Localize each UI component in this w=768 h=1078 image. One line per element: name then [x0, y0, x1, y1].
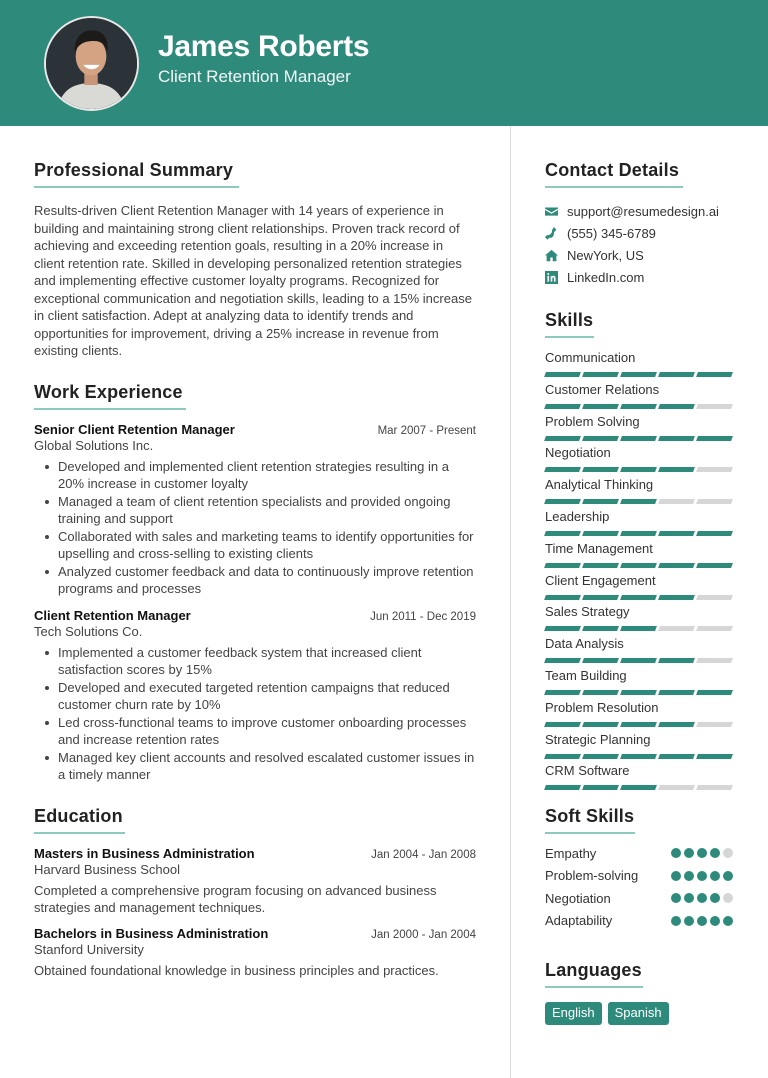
skill-level-segment: [620, 372, 657, 377]
bullet-item: Analyzed customer feedback and data to continuously improve retention programs and processes: [34, 563, 476, 598]
soft-skill-name: Empathy: [545, 845, 597, 861]
skill-level-segment: [544, 467, 581, 472]
phone-icon: [545, 227, 558, 240]
skill-level-segment: [696, 658, 733, 663]
contact-linkedin[interactable]: [545, 266, 735, 288]
contact-phone-text: (555) 345-6789: [567, 225, 656, 241]
soft-skill-name: Negotiation: [545, 890, 611, 906]
job-entry: [34, 608, 476, 784]
skill-level-segment: [658, 722, 695, 727]
skill-level-segment: [544, 372, 581, 377]
main-column: [34, 126, 476, 979]
skill-level-bar: [545, 658, 735, 663]
job-entry: [34, 422, 476, 598]
skill-level-bar: [545, 531, 735, 536]
skill-level-bar: [545, 754, 735, 759]
envelope-icon: [545, 205, 558, 218]
skill-item: [545, 413, 735, 445]
languages-heading: Languages: [545, 960, 643, 988]
profile-photo-icon: [46, 18, 137, 109]
education-entry: [34, 846, 476, 917]
skill-level-bar: [545, 563, 735, 568]
skill-level-segment: [582, 531, 619, 536]
language-badge: Spanish: [608, 1002, 669, 1025]
skill-item: [545, 572, 735, 604]
skill-name: Team Building: [545, 667, 627, 683]
rating-dot-icon: [684, 893, 694, 903]
skill-level-segment: [658, 690, 695, 695]
skill-level-segment: [696, 404, 733, 409]
rating-dot-icon: [671, 871, 681, 881]
rating-dot-icon: [710, 871, 720, 881]
education-date: Jan 2000 - Jan 2004: [371, 928, 476, 941]
skill-level-segment: [582, 436, 619, 441]
skill-item: [545, 444, 735, 476]
skill-item: [545, 603, 735, 635]
skill-item: [545, 381, 735, 413]
skill-item: [545, 476, 735, 508]
skill-level-segment: [620, 404, 657, 409]
skill-level-segment: [582, 690, 619, 695]
bullet-item: Developed and executed targeted retention campaigns that reduced customer churn rate by 10%: [34, 679, 476, 714]
soft-skill-rating: [671, 871, 733, 881]
rating-dot-icon: [723, 848, 733, 858]
skill-name: Client Engagement: [545, 572, 656, 588]
rating-dot-icon: [723, 893, 733, 903]
skill-level-segment: [582, 722, 619, 727]
linkedin-icon: [545, 271, 558, 284]
contact-email[interactable]: [545, 200, 735, 222]
experience-heading: Work Experience: [34, 382, 186, 410]
skill-level-bar: [545, 595, 735, 600]
skill-level-bar: [545, 404, 735, 409]
skill-name: Problem Resolution: [545, 699, 659, 715]
skill-level-segment: [582, 563, 619, 568]
skills-heading: Skills: [545, 310, 594, 338]
summary-section: [34, 160, 476, 360]
skill-level-segment: [696, 722, 733, 727]
skill-name: Time Management: [545, 540, 653, 556]
skill-level-segment: [582, 499, 619, 504]
skill-level-bar: [545, 372, 735, 377]
rating-dot-icon: [697, 916, 707, 926]
languages-section: [545, 960, 735, 1025]
job-company: Global Solutions Inc.: [34, 437, 154, 453]
skill-item: [545, 540, 735, 572]
job-title: Client Retention Manager: [34, 607, 191, 623]
skill-level-segment: [658, 595, 695, 600]
skill-level-bar: [545, 467, 735, 472]
rating-dot-icon: [710, 848, 720, 858]
skill-level-segment: [620, 785, 657, 790]
skill-level-segment: [658, 436, 695, 441]
soft-skill-name: Problem-solving: [545, 868, 639, 884]
skill-level-segment: [544, 626, 581, 631]
soft-skill-rating: [671, 916, 733, 926]
skill-level-segment: [620, 626, 657, 631]
rating-dot-icon: [723, 871, 733, 881]
skill-name: Communication: [545, 350, 636, 365]
contact-linkedin-text: LinkedIn.com: [567, 269, 645, 285]
skill-level-segment: [544, 658, 581, 663]
skill-level-segment: [658, 467, 695, 472]
skill-level-segment: [544, 785, 581, 790]
soft-skill-rating: [671, 893, 733, 903]
rating-dot-icon: [697, 871, 707, 881]
contact-phone[interactable]: [545, 222, 735, 244]
skill-level-segment: [696, 785, 733, 790]
language-badge: English: [545, 1002, 602, 1025]
skill-level-segment: [696, 626, 733, 631]
skill-level-bar: [545, 499, 735, 504]
skill-level-segment: [620, 595, 657, 600]
bullet-item: Collaborated with sales and marketing teams to identify opportunities for upselling and cross-selling to existing clients: [34, 528, 476, 563]
skill-level-segment: [658, 372, 695, 377]
skill-level-segment: [658, 499, 695, 504]
degree-title: Bachelors in Business Administration: [34, 925, 269, 941]
rating-dot-icon: [710, 916, 720, 926]
bullet-item: Managed key client accounts and resolved escalated customer issues in a timely manner: [34, 749, 476, 784]
skill-level-bar: [545, 690, 735, 695]
skill-level-segment: [544, 722, 581, 727]
skill-item: [545, 508, 735, 540]
job-date: Mar 2007 - Present: [377, 424, 476, 437]
skill-level-segment: [582, 372, 619, 377]
job-title: Senior Client Retention Manager: [34, 421, 235, 437]
skill-level-segment: [620, 467, 657, 472]
skill-level-segment: [544, 595, 581, 600]
skill-item: [545, 699, 735, 731]
skill-level-segment: [544, 436, 581, 441]
skill-level-bar: [545, 785, 735, 790]
skill-level-segment: [696, 499, 733, 504]
soft-skill-item: [545, 887, 733, 910]
skill-level-segment: [544, 563, 581, 568]
summary-text: Results-driven Client Retention Manager with 14 years of experience in building and maintaining strong client relationships. Proven track record of achieving and exceeding retention goals, resulting in a 20% increase in client retention rate. Skilled in developing personalized retention strategies and implementing effective customer loyalty programs. Recognized for exceptional communication and negotiation skills, leading to a 15% increase in client satisfaction. Adept at analyzing data to identify trends and opportunities for improvement, driving a 25% increase in revenue from existing clients.: [34, 203, 472, 358]
skill-level-segment: [544, 754, 581, 759]
skill-item: [545, 349, 735, 381]
education-section: [34, 806, 476, 980]
skill-level-segment: [696, 467, 733, 472]
skill-level-segment: [620, 531, 657, 536]
skill-level-segment: [544, 690, 581, 695]
education-entry: [34, 926, 476, 980]
skill-level-segment: [582, 404, 619, 409]
skill-item: [545, 731, 735, 763]
soft-skill-item: [545, 910, 733, 933]
sidebar-column: [545, 126, 735, 1025]
rating-dot-icon: [684, 848, 694, 858]
skill-item: [545, 762, 735, 794]
skill-level-segment: [620, 436, 657, 441]
skill-level-segment: [544, 404, 581, 409]
contact-location-text: NewYork, US: [567, 247, 644, 263]
skills-section: [545, 310, 735, 794]
candidate-name: James Roberts: [158, 30, 370, 63]
skill-level-segment: [620, 754, 657, 759]
soft-skills-section: [545, 806, 735, 932]
bullet-item: Implemented a customer feedback system that increased client satisfaction scores by 15%: [34, 644, 476, 679]
bullet-item: Managed a team of client retention specialists and provided ongoing training and support: [34, 493, 476, 528]
rating-dot-icon: [684, 916, 694, 926]
soft-skill-item: [545, 842, 733, 865]
skill-level-segment: [658, 785, 695, 790]
skill-level-segment: [582, 626, 619, 631]
rating-dot-icon: [723, 916, 733, 926]
contact-location: [545, 244, 735, 266]
skill-level-segment: [658, 754, 695, 759]
skill-level-segment: [620, 722, 657, 727]
contact-email-text: support@resumedesign.ai: [567, 203, 719, 219]
skill-level-segment: [620, 658, 657, 663]
resume-header: [0, 0, 768, 126]
rating-dot-icon: [684, 871, 694, 881]
skill-level-segment: [696, 595, 733, 600]
skill-level-segment: [658, 563, 695, 568]
column-divider: [510, 126, 511, 1078]
skill-name: Problem Solving: [545, 413, 640, 429]
rating-dot-icon: [697, 893, 707, 903]
skill-level-segment: [696, 436, 733, 441]
skill-name: Strategic Planning: [545, 731, 651, 747]
rating-dot-icon: [710, 893, 720, 903]
rating-dot-icon: [671, 893, 681, 903]
bullet-item: Led cross-functional teams to improve customer onboarding processes and increase retention rates: [34, 714, 476, 749]
contact-section: [545, 160, 735, 288]
soft-skills-heading: Soft Skills: [545, 806, 635, 834]
skill-level-segment: [696, 690, 733, 695]
skill-level-segment: [620, 563, 657, 568]
skill-name: Negotiation: [545, 445, 611, 461]
languages-list: [545, 1002, 735, 1025]
rating-dot-icon: [671, 916, 681, 926]
rating-dot-icon: [671, 848, 681, 858]
skill-name: Leadership: [545, 508, 610, 524]
job-bullets: [34, 458, 476, 598]
skill-level-segment: [582, 658, 619, 663]
candidate-title: Client Retention Manager: [158, 67, 351, 86]
skill-level-segment: [658, 531, 695, 536]
skill-level-segment: [582, 785, 619, 790]
skill-level-segment: [620, 690, 657, 695]
degree-title: Masters in Business Administration: [34, 845, 255, 861]
skill-name: Customer Relations: [545, 381, 660, 397]
summary-heading: Professional Summary: [34, 160, 239, 188]
soft-skill-name: Adaptability: [545, 913, 613, 929]
bullet-item: Developed and implemented client retention strategies resulting in a 20% increase in customer loyalty: [34, 458, 476, 493]
education-heading: Education: [34, 806, 125, 834]
skill-level-bar: [545, 436, 735, 441]
job-date: Jun 2011 - Dec 2019: [370, 610, 476, 623]
soft-skill-item: [545, 865, 733, 888]
skill-item: [545, 667, 735, 699]
skill-name: Analytical Thinking: [545, 477, 654, 493]
skill-name: Sales Strategy: [545, 604, 630, 620]
skill-level-segment: [544, 499, 581, 504]
skill-level-bar: [545, 626, 735, 631]
rating-dot-icon: [697, 848, 707, 858]
skill-name: Data Analysis: [545, 636, 624, 652]
skill-level-segment: [658, 658, 695, 663]
skill-level-segment: [696, 531, 733, 536]
skill-level-bar: [545, 722, 735, 727]
avatar: [44, 16, 139, 111]
education-description: Completed a comprehensive program focusing on advanced business strategies and management techniques.: [34, 882, 437, 915]
experience-section: [34, 382, 476, 784]
soft-skill-rating: [671, 848, 733, 858]
skill-level-segment: [620, 499, 657, 504]
skill-level-segment: [696, 372, 733, 377]
skill-level-segment: [544, 531, 581, 536]
skill-level-segment: [658, 626, 695, 631]
job-company: Tech Solutions Co.: [34, 623, 143, 639]
skill-level-segment: [582, 467, 619, 472]
skill-level-segment: [696, 563, 733, 568]
job-bullets: [34, 644, 476, 784]
education-description: Obtained foundational knowledge in business principles and practices.: [34, 962, 439, 978]
school-name: Stanford University: [34, 941, 144, 957]
skill-item: [545, 635, 735, 667]
skills-list: [545, 349, 735, 794]
home-icon: [545, 249, 558, 262]
school-name: Harvard Business School: [34, 861, 180, 877]
skill-level-segment: [582, 595, 619, 600]
skill-name: CRM Software: [545, 763, 630, 779]
skill-level-segment: [582, 754, 619, 759]
contact-heading: Contact Details: [545, 160, 683, 188]
skill-level-segment: [696, 754, 733, 759]
soft-skills-list: [545, 842, 733, 932]
skill-level-segment: [658, 404, 695, 409]
education-date: Jan 2004 - Jan 2008: [371, 848, 476, 861]
